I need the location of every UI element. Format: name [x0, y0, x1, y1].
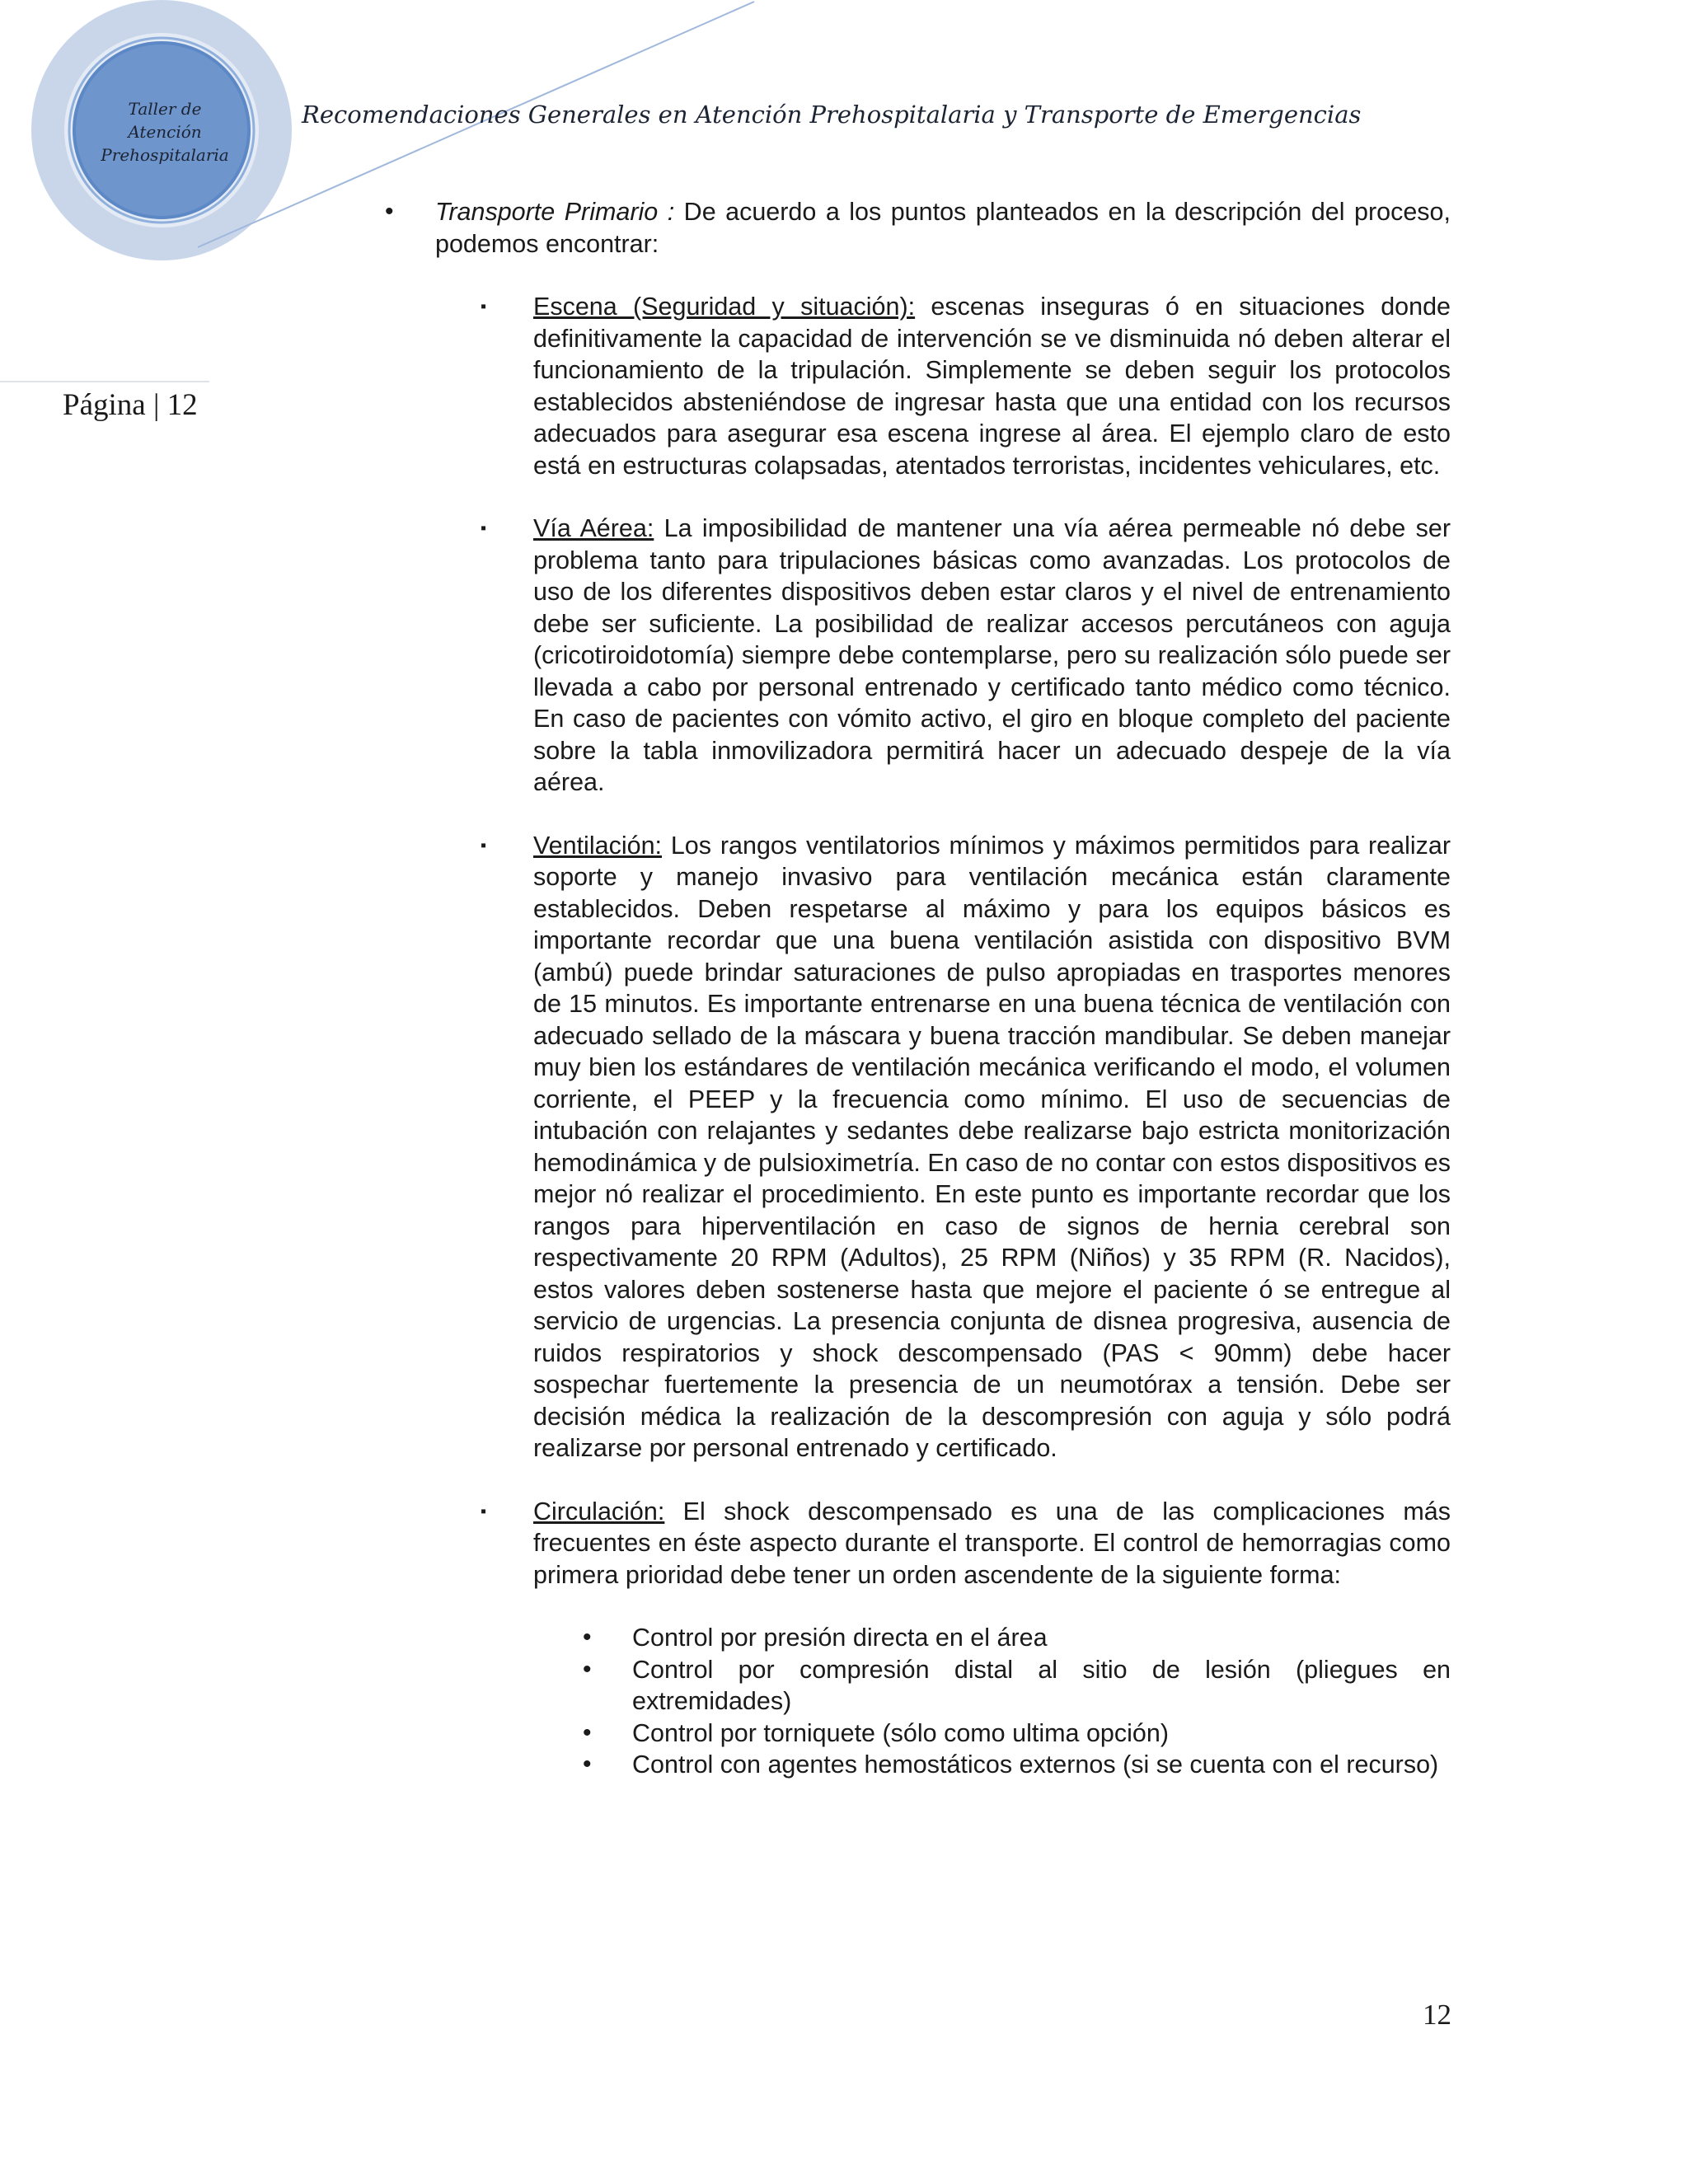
item-term: Ventilación:	[533, 831, 662, 860]
square-bullet-marker: ▪	[481, 298, 487, 316]
square-bullet-marker: ▪	[481, 1502, 487, 1521]
list-item-text: Control por torniquete (sólo como ultima opción)	[632, 1718, 1169, 1747]
list-item-text: Control con agentes hemostáticos externos (si se cuenta con el recurso)	[632, 1750, 1439, 1779]
margin-page-label: Página | 12	[63, 388, 198, 422]
bullet-marker: •	[583, 1655, 592, 1683]
item-term: Vía Aérea:	[533, 514, 654, 542]
list-item	[375, 1749, 1451, 1781]
list-item	[375, 1622, 1451, 1654]
bullet-marker: •	[583, 1624, 592, 1651]
document-body	[375, 196, 1451, 1781]
footer-page-number: 12	[1423, 1999, 1451, 2031]
intro-term: Transporte Primario :	[435, 198, 675, 226]
item-text: La imposibilidad de mantener una vía aérea permeable nó debe ser problema tanto para tripulaciones básicas como avanzadas. Los protocolos de uso de los diferentes dispositivos deben estar claros y el nivel de entrenamiento debe ser suficiente. La posibilidad de realizar accesos percutáneos con aguja (cricotiroidotomía) siempre debe contemplarse, pero su realización sólo puede ser llevada a cabo por personal entrenado y certificado tanto médico como técnico. En caso de pacientes con vómito activo, el giro en bloque completo del paciente sobre la tabla inmovilizadora permitirá hacer un adecuado despeje de la vía aérea.	[533, 514, 1451, 796]
item-text: El shock descompensado es una de las complicaciones más frecuentes en éste aspecto durante el transporte. El control de hemorragias como primera prioridad debe tener un orden ascendente de la siguiente forma:	[533, 1497, 1451, 1589]
square-bullet-marker: ▪	[481, 836, 487, 855]
item-term: Circulación:	[533, 1497, 665, 1526]
list-item-circulacion	[375, 1496, 1451, 1591]
running-header-title: Recomendaciones Generales en Atención Prehospitalaria y Transporte de Emergencias	[302, 101, 1362, 129]
hemorrhage-control-list	[375, 1622, 1451, 1781]
bullet-marker: •	[583, 1718, 592, 1746]
list-item-escena	[375, 291, 1451, 481]
list-item	[375, 1718, 1451, 1750]
logo-line: Atención	[128, 122, 202, 142]
item-term: Escena (Seguridad y situación):	[533, 293, 916, 321]
intro-bullet-item	[375, 196, 1451, 260]
logo-line: Taller de	[128, 99, 202, 119]
intro-text: De acuerdo a los puntos planteados en la descripción del proceso, podemos encontrar:	[435, 198, 1451, 258]
square-bullet-marker: ▪	[481, 519, 487, 537]
bullet-marker: •	[385, 198, 394, 225]
list-item-ventilacion	[375, 830, 1451, 1465]
margin-divider	[0, 381, 209, 382]
list-item	[375, 1654, 1451, 1718]
logo-text	[74, 97, 256, 166]
item-text: Los rangos ventilatorios mínimos y máximos permitidos para realizar soporte y manejo invasivo para ventilación mecánica están claramente establecidos. Deben respetarse al máximo y para los equipos básicos es importante recordar que una buena ventilación asistida con dispositivo BVM (ambú) puede brindar saturaciones de pulso apropiadas en trasportes menores de 15 minutos. Es importante entrenarse en una buena técnica de ventilación con adecuado sellado de la máscara y buena tracción mandibular. Se deben manejar muy bien los estándares de ventilación mecánica verificando el modo, el volumen corriente, el PEEP y la frecuencia como mínimo. El uso de secuencias de intubación con relajantes y sedantes debe realizarse bajo estricta monitorización hemodinámica y de pulsioximetría. En caso de no contar con estos dispositivos es mejor nó realizar el procedimiento. En este punto es importante recordar que los rangos para hiperventilación en caso de signos de hernia cerebral son respectivamente 20 RPM (Adultos), 25 RPM (Niños) y 35 RPM (R. Nacidos), estos valores deben sostenerse hasta que mejore el paciente ó se entregue al servicio de urgencias. La presencia conjunta de disnea progresiva, ausencia de ruidos respiratorios y shock descompensado (PAS < 90mm) debe hacer sospechar fuertemente la presencia de un neumotórax a tensión. Debe ser decisión médica la realización de la descompresión con aguja y sólo podrá realizarse por personal entrenado y certificado.	[533, 831, 1451, 1462]
list-item-via-aerea	[375, 513, 1451, 799]
item-text: escenas inseguras ó en situaciones donde definitivamente la capacidad de intervención se ve disminuida nó deben alterar el funcionamiento de la tripulación. Simplemente se deben seguir los protocolos establecidos absteniéndose de ingresar hasta que una entidad con los recursos adecuados para asegurar esa escena ingrese al área. El ejemplo claro de esto está en estructuras colapsadas, atentados terroristas, incidentes vehiculares, etc.	[533, 293, 1451, 480]
list-item-text: Control por presión directa en el área	[632, 1624, 1048, 1652]
bullet-marker: •	[583, 1750, 592, 1778]
list-item-text: Control por compresión distal al sitio de lesión (pliegues en extremidades)	[632, 1655, 1451, 1715]
logo-line: Prehospitalaria	[101, 145, 229, 165]
